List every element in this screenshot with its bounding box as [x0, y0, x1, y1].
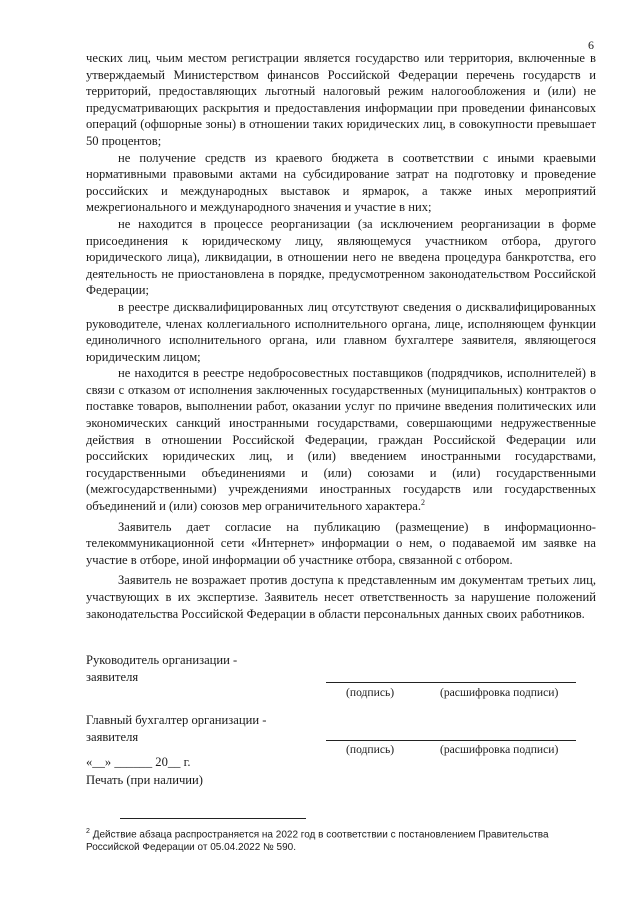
paragraph-offshore: ческих лиц, чьим местом регистрации является государство или территория, включенные в утверждаемый Министерством финансов Российской Федерации перечень государств и территорий, предоставляющих льготный налоговый режим налогообложения и (или) не предусматривающих раскрытия и предоставления информации при проведении финансовых операций (офшорные зоны) в отношении таких юридических лиц, в совокупности превышает 50 процентов; — [86, 51, 596, 148]
head-signature-caption: (подпись) — [346, 686, 395, 699]
accountant-decoding-caption: (расшифровка подписи) — [440, 743, 559, 756]
paragraph-unfair-suppliers — [86, 365, 596, 514]
footnote-text: Действие абзаца распространяется на 2022 год в соответствии с постановлением Правительства Российской Федерации от 05.04.2022 № 590. — [86, 829, 549, 854]
paragraph-reorganization: не находится в процессе реорганизации (за исключением реорганизации в форме присоединения к юридическому лицу, являющемуся участником отбора, другого юридического лица), ликвидации, в отношении него не введена процедура банкротства, его деятельность не приостановлена в порядке, предусмотренном законодательством Российской Федерации; — [86, 216, 596, 298]
document-body — [86, 50, 596, 622]
paragraph-unfair-suppliers-text: не находится в реестре недобросовестных поставщиков (подрядчиков, исполнителей) в связи с отказом от исполнения заключенных государственных (муниципальных) контрактов о поставке товаров, выполнении работ, оказании услуг по причине введения политических или экономических санкций иностранными государствами, совершающими недружественные действия в отношении Российской Федерации, граждан Российской Федерации или российских юридических лиц, и (или) введением иностранными государствами, государственными объединениями и (или) союзами и (или) государственными (межгосударственными) учреждениями иностранных государств или государственных объединений и (или) союзов мер ограничительного характера. — [86, 366, 596, 514]
date-line: «__» ______ 20__ г. — [86, 755, 191, 769]
footnote-separator — [120, 818, 306, 819]
paragraph-budget-funds: не получение средств из краевого бюджета в соответствии с иными краевыми нормативными правовыми актами на субсидирование затрат на подготовку и проведение российских и международных выставок и ярмарок, а также иных мероприятий межрегионального и международного значения и участие в них; — [86, 150, 596, 215]
paragraph-disqualified-persons: в реестре дисквалифицированных лиц отсутствуют сведения о дисквалифицированных руководителе, членах коллегиального исполнительного органа, лице, исполняющем функции единоличного исполнительного органа, или главном бухгалтере заявителя, являющегося юридическим лицом; — [86, 299, 596, 364]
footnote — [86, 825, 596, 854]
head-decoding-caption: (расшифровка подписи) — [440, 686, 559, 699]
head-signature-label: Руководитель организации - заявителя — [86, 653, 238, 684]
accountant-signature-line — [326, 740, 576, 741]
paragraph-publication-consent: Заявитель дает согласие на публикацию (размещение) в информационно-телекоммуникационной сети «Интернет» информации о нем, о подаваемой им заявке на участие в отборе, иной информации об участнике отбора, связанной с отбором. — [86, 519, 596, 567]
accountant-signature-label: Главный бухгалтер организации - заявителя — [86, 713, 267, 744]
seal-line: Печать (при наличии) — [86, 773, 203, 787]
footnote-marker: 2 — [86, 828, 90, 835]
page-number: 6 — [588, 38, 594, 52]
paragraph-personal-data: Заявитель не возражает против доступа к представленным им документам третьих лиц, участвующих в их экспертизе. Заявитель несет ответственность за нарушение положений законодательства Российской Федерации в области персональных данных своих работников. — [86, 573, 596, 621]
footnote-reference: 2 — [421, 497, 425, 507]
head-signature-line — [326, 682, 576, 683]
accountant-signature-caption: (подпись) — [346, 743, 395, 756]
